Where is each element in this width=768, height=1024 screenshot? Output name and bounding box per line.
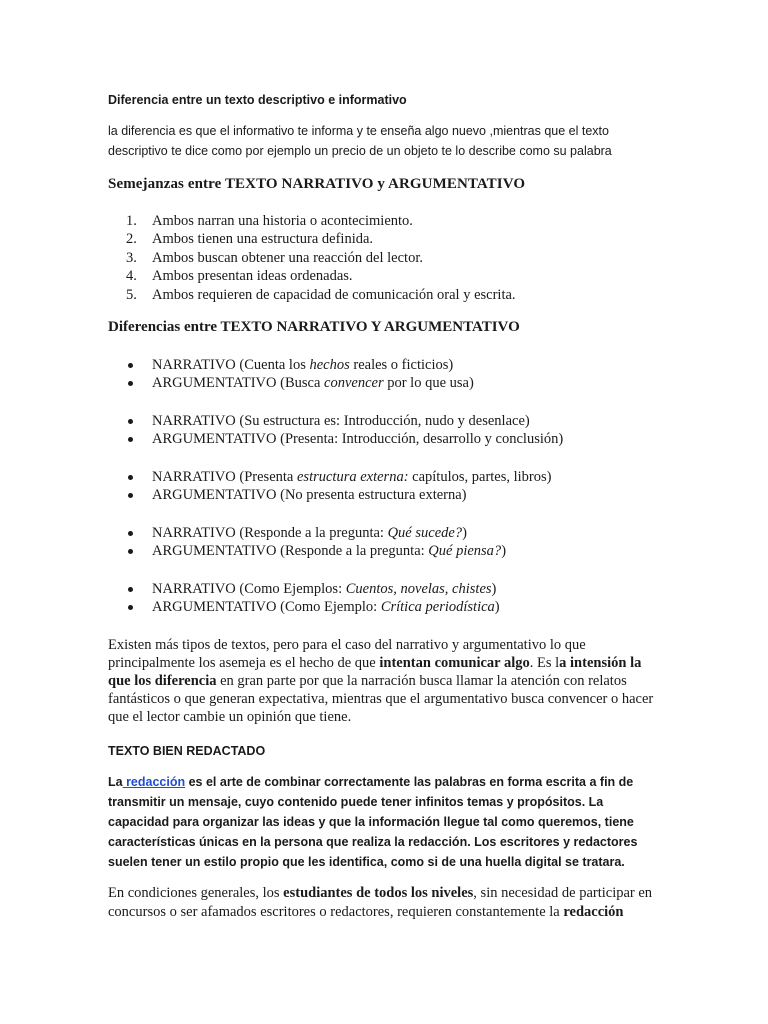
list-item: 3. Ambos buscan obtener una reacción del lector. xyxy=(126,249,423,266)
list-item: ARGUMENTATIVO (Busca convencer por lo que usa) xyxy=(108,374,474,392)
bullet-icon xyxy=(128,605,133,610)
heading-differences: Diferencias entre TEXTO NARRATIVO Y ARGUMENTATIVO xyxy=(108,319,520,335)
bullet-icon xyxy=(128,419,133,424)
list-item: 2. Ambos tienen una estructura definida. xyxy=(126,231,374,248)
list-item: 1. Ambos narran una historia o acontecimiento. xyxy=(126,213,413,229)
bullet-icon xyxy=(128,475,133,480)
paragraph-redaccion: La redacción es el arte de combinar correctamente las palabras en forma escrita a fin de transmitir un mensaje, cuyo contenido puede tener infinitos temas y propósitos. La capacidad para organizar las ideas y que la información llegue tal como queremos, tiene características únicas en la persona que realiza la redacción. Los escritores y redactores suelen tener un estilo propio que les identifica, como si de una huella digital se tratara. xyxy=(108,775,638,869)
differences-group-4 xyxy=(108,524,506,561)
bullet-icon xyxy=(128,493,133,498)
redaccion-link[interactable]: redacción xyxy=(122,775,186,789)
bullet-icon xyxy=(128,437,133,442)
list-item: ARGUMENTATIVO (Responde a la pregunta: Qué piensa?) xyxy=(108,542,506,560)
bullet-icon xyxy=(128,531,133,536)
list-item: NARRATIVO (Como Ejemplos: Cuentos, novelas, chistes) xyxy=(108,580,500,598)
bullet-icon xyxy=(128,549,133,554)
heading-descriptive-informative: Diferencia entre un texto descriptivo e informativo xyxy=(108,93,407,107)
list-item: ARGUMENTATIVO (Presenta: Introducción, desarrollo y conclusión) xyxy=(108,430,563,448)
bullet-icon xyxy=(128,363,133,368)
list-item: NARRATIVO (Presenta estructura externa: capítulos, partes, libros) xyxy=(108,468,552,486)
list-item: ARGUMENTATIVO (Como Ejemplo: Crítica periodística) xyxy=(108,598,500,616)
heading-similarities: Semejanzas entre TEXTO NARRATIVO y ARGUMENTATIVO xyxy=(108,176,526,192)
differences-group-5 xyxy=(108,580,500,617)
list-item: NARRATIVO (Cuenta los hechos reales o ficticios) xyxy=(108,356,474,374)
differences-group-2 xyxy=(108,412,563,449)
list-item: NARRATIVO (Su estructura es: Introducción, nudo y desenlace) xyxy=(108,412,563,430)
bullet-icon xyxy=(128,587,133,592)
list-item: NARRATIVO (Responde a la pregunta: Qué sucede?) xyxy=(108,524,506,542)
differences-group-1 xyxy=(108,356,474,393)
bullet-icon xyxy=(128,381,133,386)
heading-well-written-text: TEXTO BIEN REDACTADO xyxy=(108,744,266,758)
paragraph-descriptive-informative: la diferencia es que el informativo te informa y te enseña algo nuevo ,mientras que el texto descriptivo te dice como por ejemplo un precio de un objeto te lo describe como su palabra xyxy=(108,124,612,158)
list-item: 4. Ambos presentan ideas ordenadas. xyxy=(126,268,353,285)
paragraph-general-conditions: En condiciones generales, los estudiantes de todos los niveles, sin necesidad de participar en concursos o ser afamados escritores o redactores, requieren constantemente la redacción xyxy=(108,885,653,920)
similarities-list xyxy=(108,212,516,304)
differences-group-3 xyxy=(108,468,552,505)
paragraph-other-text-types: Existen más tipos de textos, pero para el caso del narrativo y argumentativo lo que principalmente los asemeja es el hecho de que intentan comunicar algo. Es la intensión la que los diferencia en gran parte por que la narración busca llamar la atención con relatos fantásticos o que generan expectativa, mientras que el argumentativo busca convencer o hacer que el lector cambie un opinión que tiene. xyxy=(108,637,654,726)
list-item: 5. Ambos requieren de capacidad de comunicación oral y escrita. xyxy=(126,286,516,303)
list-item: ARGUMENTATIVO (No presenta estructura externa) xyxy=(108,486,552,504)
